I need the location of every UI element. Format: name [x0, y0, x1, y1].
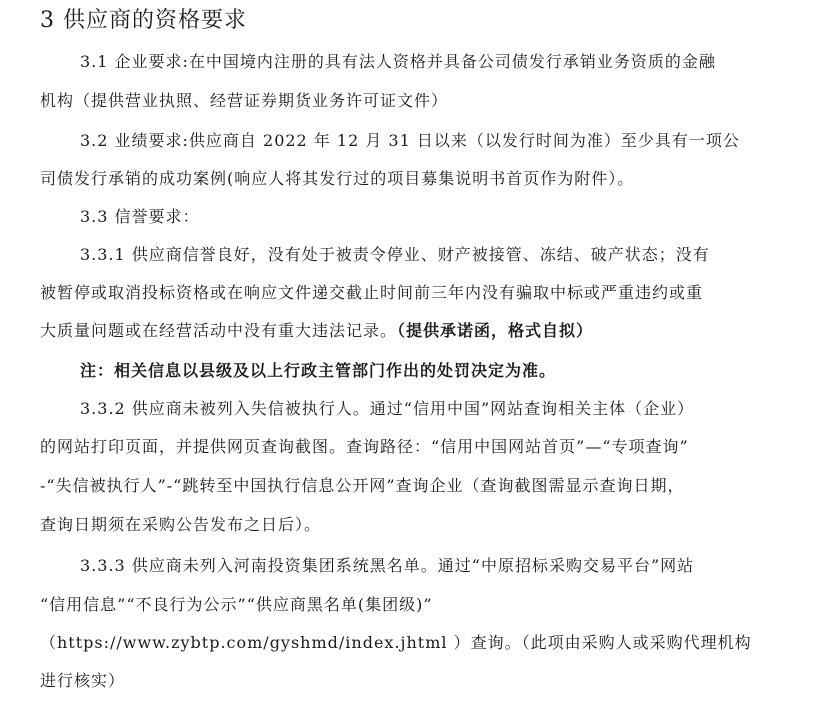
p3-line1: 3.3 信誉要求：	[80, 207, 200, 226]
p5-line3: -“失信被执行人”-“跳转至中国执行信息公开网”查询企业（查询截图需显示查询日期，	[40, 476, 685, 495]
p6-line4: 进行核实）	[40, 671, 126, 690]
p2-line1: 3.2 业绩要求:供应商自 2022 年 12 月 31 日以来（以发行时间为准）至少具有一项公	[80, 131, 740, 150]
note-line: 注：相关信息以县级及以上行政主管部门作出的处罚决定为准。	[80, 361, 557, 380]
p4-line1: 3.3.1 供应商信誉良好，没有处于被责令停业、财产被接管、冻结、破产状态；没有	[80, 245, 710, 264]
p6-line3: （https://www.zybtp.com/gyshmd/index.jhtml ）查询。（此项由采购人或采购代理机构	[40, 633, 752, 652]
p6-line1: 3.3.3 供应商未列入河南投资集团系统黑名单。通过“中原招标采购交易平台”网站	[80, 556, 695, 575]
p4-line2: 被暂停或取消投标资格或在响应文件递交截止时间前三年内没有骗取中标或严重违约或重	[40, 283, 704, 302]
p5-line4: 查询日期须在采购公告发布之日后）。	[40, 515, 322, 534]
p5-line2: 的网站打印页面，并提供网页查询截图。查询路径：“信用中国网站首页”—“专项查询”	[40, 437, 689, 456]
p1-line1: 3.1 企业要求:在中国境内注册的具有法人资格并具备公司债发行承销业务资质的金融	[80, 52, 716, 71]
p2-line2: 司债发行承销的成功案例(响应人将其发行过的项目募集说明书首页作为附件）。	[40, 169, 635, 188]
section-title: 3 供应商的资格要求	[40, 8, 247, 33]
p4-line3-text: 大质量问题或在经营活动中没有重大违法记录。	[40, 321, 398, 340]
p1-line2: 机构（提供营业执照、经营证券期货业务许可证文件）	[40, 91, 449, 110]
p4-line3	[40, 319, 593, 343]
p4-line3-bold: （提供承诺函，格式自拟）	[397, 321, 594, 340]
p5-line1: 3.3.2 供应商未被列入失信被执行人。通过“信用中国”网站查询相关主体（企业）	[80, 399, 695, 418]
p6-line2: “信用信息”“不良行为公示”“供应商黑名单(集团级)”	[40, 595, 433, 614]
